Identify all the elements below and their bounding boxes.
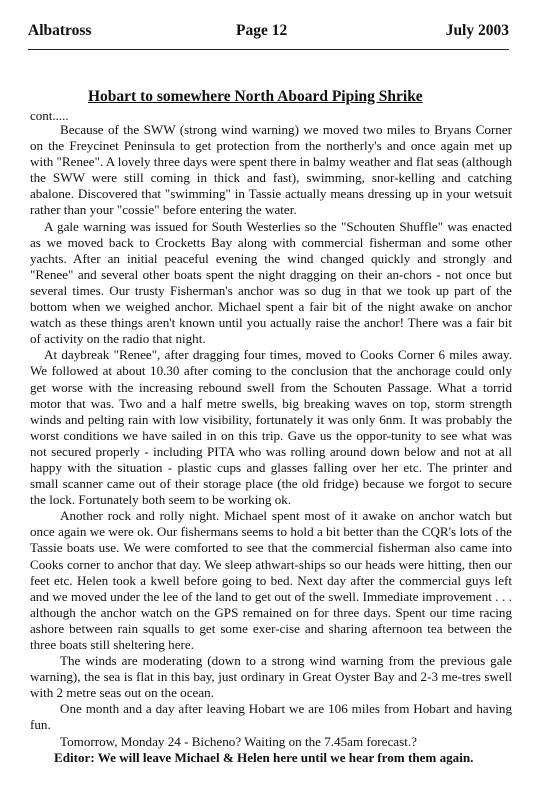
header-rule xyxy=(28,49,509,50)
continued-marker: cont..... xyxy=(30,108,69,123)
paragraph: A gale warning was issued for South Westerlies so the "Schouten Shuffle" was enacted as we moved back to Crocketts Bay along with commercial fisherman and some other yachts. After an initial peaceful evening the wind changed quickly and strongly and "Renee" and several other boats spent the night dragging on their an-chors - not once but several times. Our trusty Fisherman's anchor was so dug in that we took up part of the bottom when we weighed anchor. Michael spent a fair bit of the night awake on anchor watch as these things aren't known until you actually raise the anchor! There was a fair bit of activity on the radio that night. xyxy=(30,218,512,347)
page-number: Page 12 xyxy=(236,22,288,39)
publication-name: Albatross xyxy=(28,22,92,39)
paragraph: Because of the SWW (strong wind warning) we moved two miles to Bryans Corner on the Freycinet Peninsula to get protection from the northerly's and once again met up with "Renee". A lovely three days were spent there in balmy weather and flat seas (although the SWW were still coming in thick and fast), swimming, snor-kelling and catching abalone. Discovered that "swimming" in Tassie actually means dressing up in your wetsuit rather than your "cossie" before entering the water. xyxy=(30,122,512,218)
paragraph: At daybreak "Renee", after dragging four times, moved to Cooks Corner 6 miles away. We followed at about 10.30 after coming to the conclusion that the anchorage could only get worse with the increasing rebound swell from the Schouten Passage. What a torrid motor that was. Two and a half metre swells, big breaking waves on top, storm strength winds and pelting rain with low visibility, fortunately it was only 6nm. It was probably the worst conditions we have sailed in on this trip. Gave us the oppor-tunity to see what was not secured properly - including PITA who was rolling around down below and not at all happy with the situation - plastic cups and glasses falling over her etc. The printer and small scanner came out of their storage place (the old fridge) because we forgot to secure the lock. Fortunately both seem to be working ok. xyxy=(30,347,512,508)
article-body xyxy=(30,122,512,766)
issue-date: July 2003 xyxy=(445,22,509,39)
paragraph: The winds are moderating (down to a strong wind warning from the previous gale warning), the sea is flat in this bay, just ordinary in Great Oyster Bay and 2-3 me-tres swell with 2 metre seas out on the ocean. xyxy=(30,653,512,701)
editor-note: Editor: We will leave Michael & Helen here until we hear from them again. xyxy=(54,749,474,765)
page-header xyxy=(28,22,509,48)
paragraph: One month and a day after leaving Hobart we are 106 miles from Hobart and having fun. xyxy=(30,701,512,733)
article-title: Hobart to somewhere North Aboard Piping Shrike xyxy=(88,88,423,105)
paragraph: Another rock and rolly night. Michael spent most of it awake on anchor watch but once again we were ok. Our fishermans seems to hold a bit better than the CQR's lots of the Tassie boats use. We were comforted to see that the commercial fisherman also came into Cooks corner to anchor that day. We sleep athwart-ships so our heads were hitting, then our feet etc. Helen took a kwell before going to bed. Next day after the commercial guys left and we moved under the lee of the land to get out of the swell. Immediate improvement . . . although the anchor watch on the GPS remained on for three days. Spent our time racing ashore between rain squalls to get some exer-cise and sharing afternoon tea between the three boats still sheltering here. xyxy=(30,508,512,652)
tomorrow-line: Tomorrow, Monday 24 - Bicheno? Waiting on the 7.45am forecast.? xyxy=(60,733,417,749)
